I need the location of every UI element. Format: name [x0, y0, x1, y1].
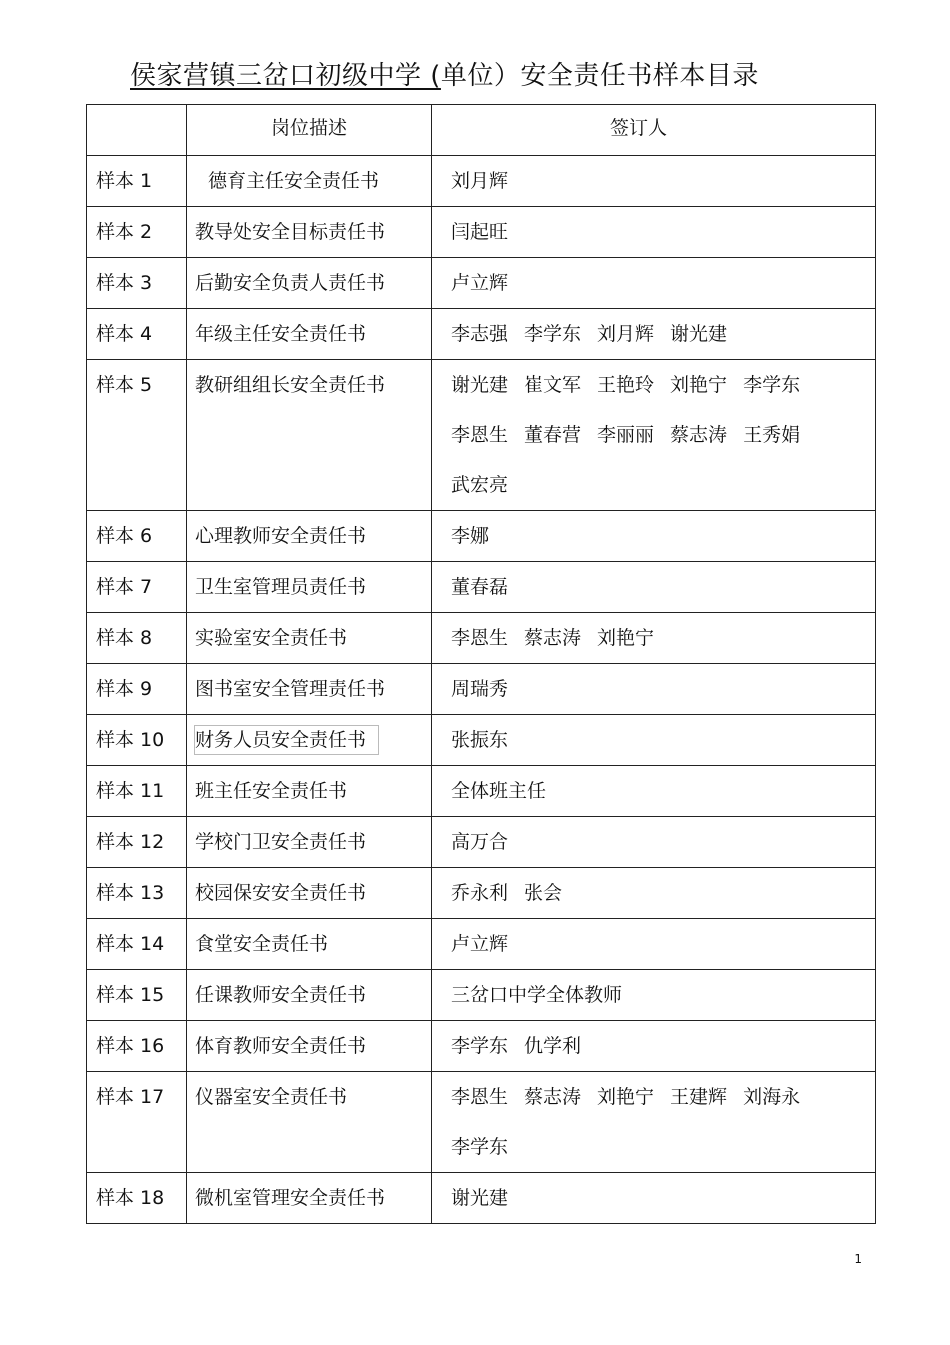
signatories-cell	[432, 511, 876, 562]
table-row	[87, 715, 876, 766]
signatory-name: 周瑞秀	[451, 678, 509, 700]
signatory-name: 李恩生	[451, 1086, 509, 1108]
signatories-cell	[432, 156, 876, 207]
signatories-cell	[432, 258, 876, 309]
signatories-cell	[432, 868, 876, 919]
signatories-cell	[432, 715, 876, 766]
table-row	[87, 1072, 876, 1173]
table-row	[87, 1021, 876, 1072]
title-rest: 单位）安全责任书样本目录	[440, 61, 759, 91]
table-row	[87, 258, 876, 309]
signatory-name: 李丽丽	[597, 424, 655, 446]
signatory-name: 卢立辉	[451, 272, 509, 294]
signatory-name: 高万合	[451, 831, 509, 853]
table-body	[87, 156, 876, 1224]
signatories-cell	[432, 919, 876, 970]
table-row	[87, 766, 876, 817]
signatory-name: 蔡志涛	[670, 424, 728, 446]
position-description-cell: 后勤安全负责人责任书	[187, 258, 432, 309]
sample-id-cell: 样本 5	[87, 360, 187, 511]
table-row	[87, 360, 876, 511]
signatory-name: 崔文军	[524, 374, 582, 396]
signatory-name: 卢立辉	[451, 933, 509, 955]
table-row	[87, 207, 876, 258]
position-description-cell: 微机室管理安全责任书	[187, 1173, 432, 1224]
signatory-name: 乔永利	[451, 882, 509, 904]
position-description-cell	[187, 715, 432, 766]
position-description-cell: 心理教师安全责任书	[187, 511, 432, 562]
signatory-name: 刘月辉	[597, 323, 655, 345]
position-description-cell: 学校门卫安全责任书	[187, 817, 432, 868]
signatory-name: 李恩生	[451, 424, 509, 446]
signatories-cell	[432, 1021, 876, 1072]
position-description-cell: 德育主任安全责任书	[187, 156, 432, 207]
signatories-cell	[432, 817, 876, 868]
signatory-name: 仇学利	[524, 1035, 582, 1057]
sample-id-cell: 样本 15	[87, 970, 187, 1021]
header-sample	[87, 105, 187, 156]
signatory-name: 董春磊	[451, 576, 509, 598]
signatory-name: 董春营	[524, 424, 582, 446]
signatory-name: 武宏亮	[451, 474, 509, 496]
signatories-cell	[432, 1173, 876, 1224]
signatory-name: 王秀娟	[743, 424, 801, 446]
table-row	[87, 1173, 876, 1224]
signatories-cell	[432, 970, 876, 1021]
signatory-name: 张会	[524, 882, 563, 904]
position-description-cell: 仪器室安全责任书	[187, 1072, 432, 1173]
sample-id-cell: 样本 8	[87, 613, 187, 664]
position-description-cell: 食堂安全责任书	[187, 919, 432, 970]
sample-id-cell: 样本 2	[87, 207, 187, 258]
signatory-name: 蔡志涛	[524, 627, 582, 649]
table-row	[87, 613, 876, 664]
position-description-cell: 教研组组长安全责任书	[187, 360, 432, 511]
signatories-cell	[432, 613, 876, 664]
signatory-name: 李学东	[743, 374, 801, 396]
position-description-cell: 图书室安全管理责任书	[187, 664, 432, 715]
position-description-text: 财务人员安全责任书	[194, 725, 379, 755]
signatory-name: 谢光建	[670, 323, 728, 345]
table-row	[87, 868, 876, 919]
position-description-cell: 教导处安全目标责任书	[187, 207, 432, 258]
sample-id-cell: 样本 6	[87, 511, 187, 562]
table-row	[87, 664, 876, 715]
table-row	[87, 919, 876, 970]
position-description-cell: 任课教师安全责任书	[187, 970, 432, 1021]
position-description-cell: 班主任安全责任书	[187, 766, 432, 817]
sample-id-cell: 样本 18	[87, 1173, 187, 1224]
signatory-name: 王建辉	[670, 1086, 728, 1108]
signatory-name: 闫起旺	[451, 221, 509, 243]
signatory-name: 李学东	[451, 1035, 509, 1057]
position-description-cell: 体育教师安全责任书	[187, 1021, 432, 1072]
signatories-cell	[432, 664, 876, 715]
table-row	[87, 309, 876, 360]
page-number: 1	[854, 1252, 862, 1266]
document-title	[130, 56, 759, 96]
sample-id-cell: 样本 17	[87, 1072, 187, 1173]
signatory-name: 刘月辉	[451, 170, 509, 192]
signatories-cell	[432, 309, 876, 360]
sample-id-cell: 样本 12	[87, 817, 187, 868]
table-row	[87, 511, 876, 562]
signatory-name: 刘艳宁	[597, 1086, 655, 1108]
signatory-name: 李志强	[451, 323, 509, 345]
sample-id-cell: 样本 13	[87, 868, 187, 919]
signatory-name: 张振东	[451, 729, 509, 751]
sample-id-cell: 样本 10	[87, 715, 187, 766]
signatory-name: 蔡志涛	[524, 1086, 582, 1108]
table-row	[87, 970, 876, 1021]
signatory-name: 谢光建	[451, 1187, 509, 1209]
signatory-name: 刘艳宁	[670, 374, 728, 396]
signatories-cell	[432, 207, 876, 258]
sample-id-cell: 样本 16	[87, 1021, 187, 1072]
title-underlined-part: 侯家营镇三岔口初级中学 (	[130, 61, 441, 91]
header-position-description: 岗位描述	[187, 105, 432, 156]
sample-id-cell: 样本 14	[87, 919, 187, 970]
sample-id-cell: 样本 11	[87, 766, 187, 817]
sample-id-cell: 样本 9	[87, 664, 187, 715]
signatory-name: 刘海永	[743, 1086, 801, 1108]
signatory-name: 李娜	[451, 525, 490, 547]
table-row	[87, 562, 876, 613]
table-row	[87, 156, 876, 207]
sample-id-cell: 样本 7	[87, 562, 187, 613]
signatory-name: 王艳玲	[597, 374, 655, 396]
signatory-name: 全体班主任	[451, 780, 547, 802]
signatories-cell	[432, 360, 876, 511]
sample-id-cell: 样本 4	[87, 309, 187, 360]
sample-id-cell: 样本 3	[87, 258, 187, 309]
signatory-name: 李恩生	[451, 627, 509, 649]
table-row	[87, 817, 876, 868]
signatory-name: 三岔口中学全体教师	[451, 984, 623, 1006]
signatories-cell	[432, 1072, 876, 1173]
sample-id-cell: 样本 1	[87, 156, 187, 207]
signatories-cell	[432, 562, 876, 613]
position-description-cell: 年级主任安全责任书	[187, 309, 432, 360]
signatory-name: 谢光建	[451, 374, 509, 396]
signatory-name: 刘艳宁	[597, 627, 655, 649]
signatory-name: 李学东	[451, 1136, 509, 1158]
sample-index-table	[86, 104, 876, 1224]
table-header-row	[87, 105, 876, 156]
signatories-cell	[432, 766, 876, 817]
position-description-cell: 卫生室管理员责任书	[187, 562, 432, 613]
header-signatories: 签订人	[432, 105, 876, 156]
position-description-cell: 校园保安安全责任书	[187, 868, 432, 919]
position-description-cell: 实验室安全责任书	[187, 613, 432, 664]
signatory-name: 李学东	[524, 323, 582, 345]
